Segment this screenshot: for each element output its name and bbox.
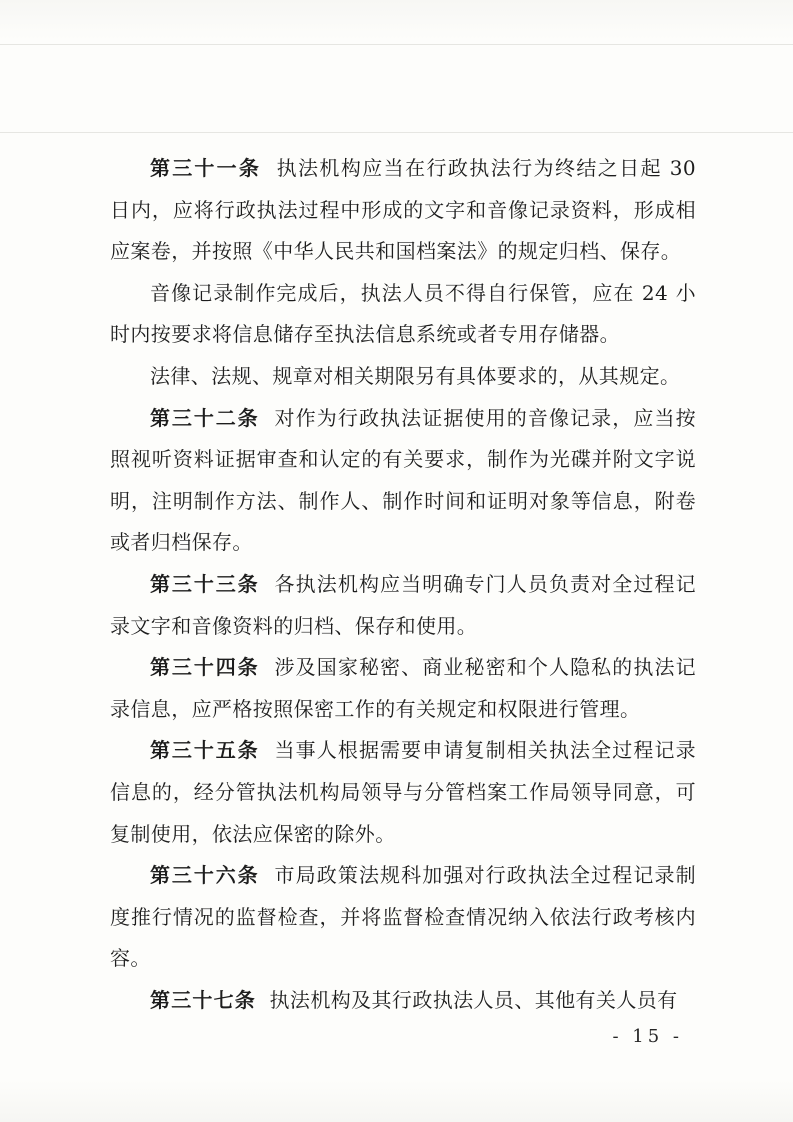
scan-edge-mid: [0, 132, 793, 133]
paragraph-article-32: [110, 398, 696, 564]
paragraph-article-36: [110, 855, 696, 980]
article-number: 第三十五条: [150, 738, 260, 763]
article-number: 第三十六条: [150, 863, 260, 888]
paragraph-article-31: [110, 148, 696, 273]
paragraph-legal-deadlines: [110, 356, 696, 398]
page-number: - 15 -: [612, 1026, 683, 1047]
paragraph-article-33: [110, 564, 696, 647]
article-number: 第三十四条: [150, 655, 260, 680]
article-text: 对作为行政执法证据使用的音像记录，应当按照视听资料证据审查和认定的有关要求，制作为光碟并附文字说明，注明制作方法、制作人、制作时间和证明对象等信息，附卷或者归档保存。: [110, 405, 697, 555]
paragraph-article-35: [110, 730, 696, 855]
article-text: 涉及国家秘密、商业秘密和个人隐私的执法记录信息，应严格按照保密工作的有关规定和权限进行管理。: [110, 655, 697, 721]
article-text: 各执法机构应当明确专门人员负责对全过程记录文字和音像资料的归档、保存和使用。: [110, 571, 697, 638]
article-text: 执法机构应当在行政执法行为终结之日起 30 日内，应将行政执法过程中形成的文字和音像记录资料，形成相应案卷，并按照《中华人民共和国档案法》的规定归档、保存。: [110, 156, 697, 264]
article-number: 第三十二条: [150, 405, 260, 430]
paragraph-article-34: [110, 647, 696, 730]
paragraph-article-37: [110, 980, 696, 1022]
document-body: [110, 148, 696, 1021]
article-text: 市局政策法规科加强对行政执法全过程记录制度推行情况的监督检查，并将监督检查情况纳入依法行政考核内容。: [110, 863, 697, 971]
article-number: 第三十三条: [150, 571, 260, 596]
paragraph-audio-video-storage: [110, 273, 696, 356]
paragraph-text: 法律、法规、规章对相关期限另有具体要求的，从其规定。: [150, 363, 681, 388]
scan-edge-top: [0, 44, 793, 45]
article-number: 第三十七条: [150, 987, 256, 1012]
article-text: 执法机构及其行政执法人员、其他有关人员有: [269, 987, 678, 1012]
paragraph-text: 音像记录制作完成后，执法人员不得自行保管，应在 24 小时内按要求将信息储存至执法信息系统或者专用存储器。: [110, 280, 696, 347]
article-text: 当事人根据需要申请复制相关执法全过程记录信息的，经分管执法机构局领导与分管档案工作局领导同意，可复制使用，依法应保密的除外。: [110, 738, 697, 846]
article-number: 第三十一条: [150, 156, 262, 180]
